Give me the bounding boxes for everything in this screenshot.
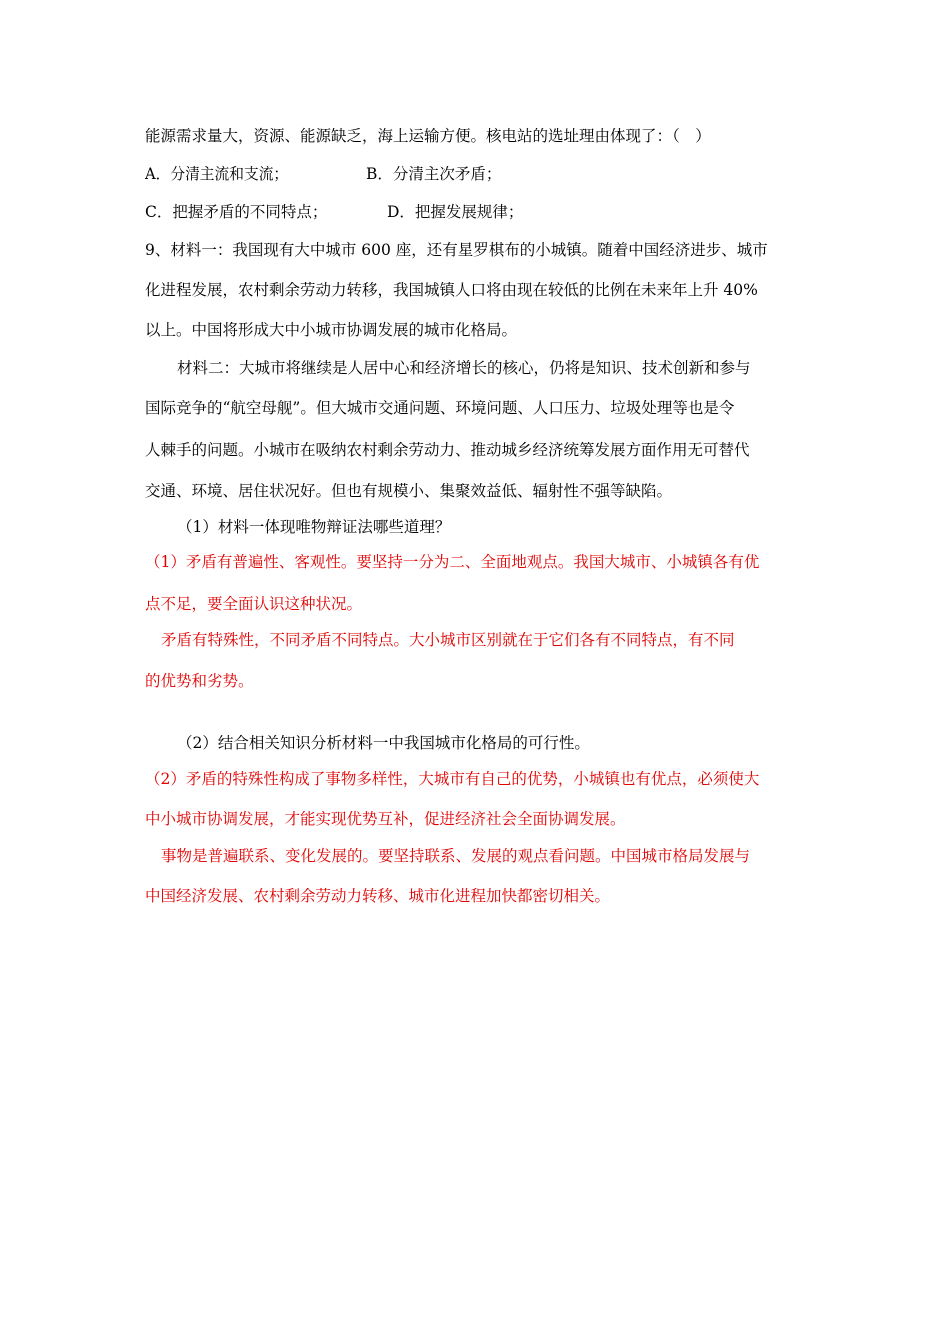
material2-line-4: 交通、环境、居住状况好。但也有规模小、集聚效益低、辐射性不强等缺陷。	[145, 482, 673, 500]
option-b: B．分清主次矛盾；	[366, 165, 502, 183]
material1-line-1: 9、材料一：我国现有大中城市 600 座，还有星罗棋布的小城镇。随着中国经济进步、城市	[145, 241, 768, 259]
answer2-line-3: 事物是普遍联系、变化发展的。要坚持联系、发展的观点看问题。中国城市格局发展与	[161, 847, 751, 865]
answer2-line-2: 中小城市协调发展，才能实现优势互补，促进经济社会全面协调发展。	[145, 810, 626, 828]
question-1: （1）材料一体现唯物辩证法哪些道理？	[177, 518, 451, 536]
answer2-line-1: （2）矛盾的特殊性构成了事物多样性，大城市有自己的优势，小城镇也有优点，必须使大	[145, 770, 760, 788]
material1-line-3: 以上。中国将形成大中小城市协调发展的城市化格局。	[145, 321, 518, 339]
option-a: A．分清主流和支流；	[145, 165, 289, 183]
answer1-line-1: （1）矛盾有普遍性、客观性。要坚持一分为二、全面地观点。我国大城市、小城镇各有优	[145, 553, 760, 571]
answer1-line-4: 的优势和劣势。	[145, 672, 254, 690]
answer1-line-3: 矛盾有特殊性，不同矛盾不同特点。大小城市区别就在于它们各有不同特点，有不同	[161, 631, 735, 649]
answer1-line-2: 点不足，要全面认识这种状况。	[145, 595, 363, 613]
answer2-line-4: 中国经济发展、农村剩余劳动力转移、城市化进程加快都密切相关。	[145, 887, 611, 905]
question-2: （2）结合相关知识分析材料一中我国城市化格局的可行性。	[177, 734, 590, 752]
material2-line-1: 材料二：大城市将继续是人居中心和经济增长的核心，仍将是知识、技术创新和参与	[177, 359, 751, 377]
material2-line-3: 人棘手的问题。小城市在吸纳农村剩余劳动力、推动城乡经济统筹发展方面作用无可替代	[145, 441, 750, 459]
option-d: D．把握发展规律；	[387, 203, 524, 221]
material1-line-2: 化进程发展，农村剩余劳动力转移，我国城镇人口将由现在较低的比例在未来年上升 40%	[145, 281, 758, 299]
material2-line-2: 国际竞争的“航空母舰”。但大城市交通问题、环境问题、人口压力、垃圾处理等也是令	[145, 399, 735, 417]
intro-line: 能源需求量大，资源、能源缺乏，海上运输方便。核电站的选址理由体现了：（ ）	[145, 127, 711, 145]
option-c: C．把握矛盾的不同特点；	[145, 203, 328, 221]
